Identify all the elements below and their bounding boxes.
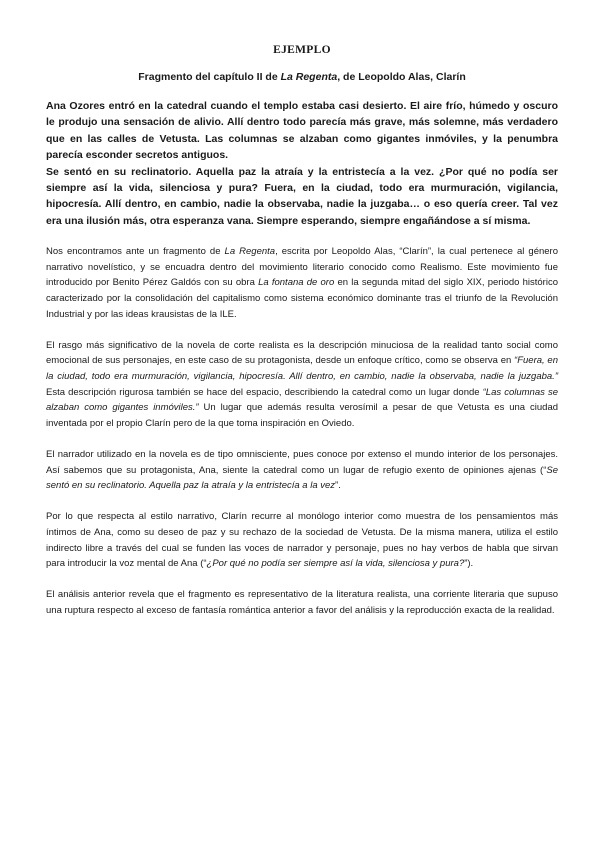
italic-quote: ¿Por qué no podía ser siempre así la vida, silenciosa y pura? bbox=[206, 558, 465, 570]
text-run: Un lugar que además resulta verosímil a pesar de que Vetusta es una ciudad inventada por el propio Clarín pero de la que toma inspiración en Oviedo. bbox=[46, 402, 559, 429]
italic-quote: “Fuera, en la ciudad, todo era murmuración, vigilancia, hipocresía. Allí dentro, en cambio, nadie la observaba, nadie la juzgaba.” bbox=[46, 355, 558, 382]
analysis-paragraph-4 bbox=[46, 509, 558, 571]
italic-quote: “Las columnas se alzaban como gigantes inmóviles.” bbox=[46, 386, 558, 414]
document-subtitle bbox=[46, 71, 558, 83]
text-run: Esta descripción rigurosa también se hace del espacio, describiendo la catedral como un lugar donde bbox=[46, 386, 483, 398]
fragment-paragraph-2: Se sentó en su reclinatorio. Aquella paz la atraía y la entristecía a la vez. ¿Por qué no podía ser siempre así la vida, silenciosa y pura? Fuera, en la ciudad, todo era murmuración, vigilancia, hipocresía. Allí dentro, en cambio, nadie la observaba, nadie la juzgaba… o eso quería creer. Tal vez era una ilusión más, otra esperanza vana. Siempre esperando, siempre engañándose a sí misma. bbox=[46, 165, 558, 227]
subtitle-prefix: Fragmento del capítulo II de bbox=[138, 71, 281, 83]
subtitle-work-title: La Regenta bbox=[280, 71, 338, 83]
italic-quote: Se sentó en su reclinatorio. Aquella paz la atraía y la entristecía a la vez bbox=[46, 464, 558, 492]
text-run: ”. bbox=[335, 480, 341, 492]
text-run: El narrador utilizado en la novela es de tipo omnisciente, pues conoce por extenso el mundo interior de los personajes. Así sabemos que su protagonista, Ana, siente la catedral como un lugar de refugio exento de opiniones ajenas (“ bbox=[46, 448, 558, 476]
text-run: Por lo que respecta al estilo narrativo, Clarín recurre al monólogo interior como muestra de los pensamientos más íntimos de Ana, como su deseo de paz y su rechazo de la sociedad de Vetusta. De la misma manera, utiliza el estilo indirecto libre a través del cual se funden las voces de narrador y personaje, pues no hay verbos de habla que sirvan para introducir la voz mental de Ana (“ bbox=[46, 511, 558, 570]
subtitle-suffix: , de Leopoldo Alas, Clarín bbox=[337, 71, 466, 83]
italic-run: La fontana de oro bbox=[258, 277, 335, 289]
analysis-paragraph-2 bbox=[46, 338, 558, 432]
analysis-paragraph-5: El análisis anterior revela que el fragmento es representativo de la literatura realista, una corriente literaria que supuso una ruptura respecto al exceso de fantasía romántica anterior a favor del análisis y la reproducción exacta de la realidad. bbox=[46, 589, 558, 616]
text-run: , escrita por Leopoldo Alas, “Clarín”, la cual pertenece al género narrativo novelístico, y se encuadra dentro del movimiento literario conocido como Realismo. Este movimiento fue introducido por Benito Pérez Galdós con su obra bbox=[46, 246, 559, 289]
fragment-paragraph-1: Ana Ozores entró en la catedral cuando el templo estaba casi desierto. El aire frío, húmedo y oscuro le produjo una sensación de alivio. Allí dentro todo parecía más grave, más solemne, más verdadero que en las calles de Vetusta. Las columnas se alzaban como gigantes inmóviles, y la penumbra parecía esconder secretos antiguos. bbox=[46, 100, 558, 162]
italic-run: La Regenta bbox=[224, 246, 276, 258]
text-run: ”). bbox=[464, 558, 474, 570]
analysis-paragraph-3 bbox=[46, 447, 558, 494]
document-title: EJEMPLO bbox=[273, 44, 331, 56]
literary-fragment bbox=[46, 98, 558, 229]
analysis-text bbox=[46, 244, 558, 618]
analysis-paragraph-1 bbox=[46, 244, 558, 322]
text-run: en la segunda mitad del siglo XIX, periodo histórico caracterizado por la consolidación del capitalismo como sistema económico dominante tras el triunfo de la Revolución Industrial y por las ideas krausistas de la ILE. bbox=[46, 277, 558, 320]
text-run: Nos encontramos ante un fragmento de bbox=[46, 246, 225, 258]
text-run: El rasgo más significativo de la novela de corte realista es la descripción minuciosa de la realidad tanto social como emocional de sus personajes, en este caso de su protagonista, desde un enfoque crítico, como se observa en bbox=[46, 339, 558, 367]
